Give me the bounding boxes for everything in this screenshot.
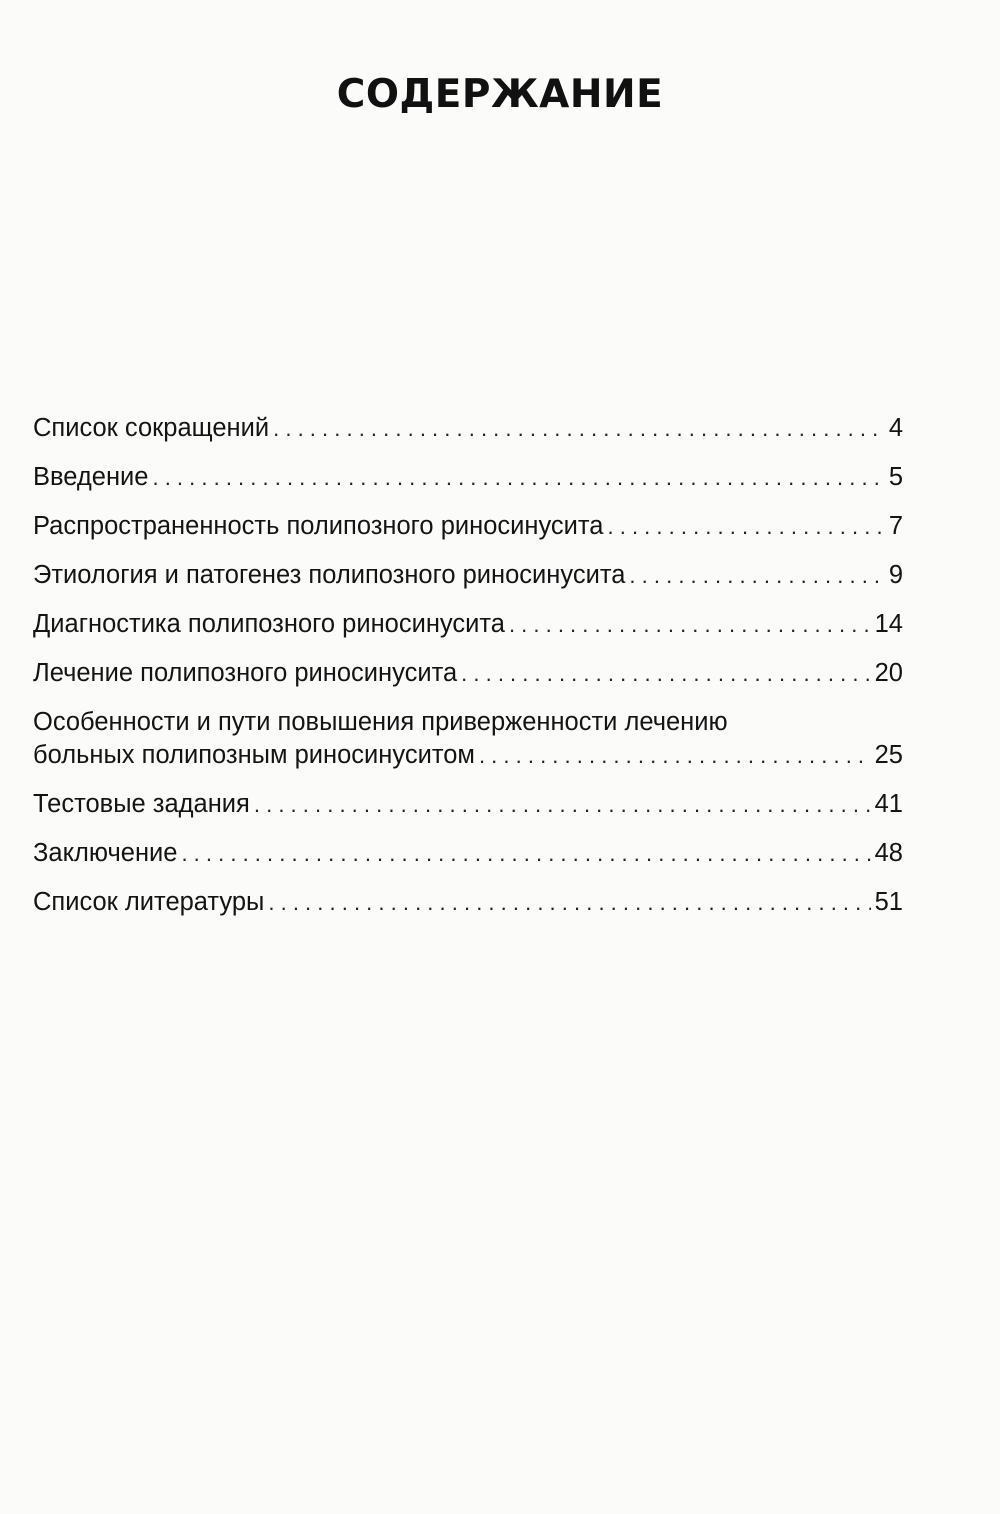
toc-page-number: 51 <box>874 888 903 916</box>
toc-entry-title: Список литературы <box>33 888 265 916</box>
toc-page-number: 25 <box>874 741 903 769</box>
toc-page-number: 4 <box>888 414 903 442</box>
toc-entry[interactable] <box>33 608 903 657</box>
toc-entry-title-line2: больных полипозным риносинуситом <box>33 741 475 769</box>
dot-leader <box>629 559 884 592</box>
toc-entry[interactable] <box>33 559 903 608</box>
dot-leader <box>181 837 870 870</box>
dot-leader <box>273 412 885 445</box>
toc-page-number: 14 <box>874 610 903 638</box>
toc-entry-title: Распространенность полипозного риносинусита <box>33 512 604 540</box>
dot-leader <box>254 788 871 821</box>
toc-page-number: 9 <box>888 561 903 589</box>
toc-entry-title: Диагностика полипозного риносинусита <box>33 610 505 638</box>
toc-entry[interactable] <box>33 657 903 706</box>
toc-entry-title: Лечение полипозного риносинусита <box>33 659 458 687</box>
dot-leader <box>509 608 871 641</box>
toc-entry-title: Этиология и патогенез полипозного риносинусита <box>33 561 626 589</box>
dot-leader <box>152 461 884 494</box>
table-of-contents <box>33 412 903 935</box>
dot-leader <box>461 657 870 690</box>
toc-entry-title: Заключение <box>33 839 178 867</box>
dot-leader <box>608 510 885 543</box>
toc-entry[interactable] <box>33 788 903 837</box>
toc-page-number: 20 <box>874 659 903 687</box>
toc-entry[interactable] <box>33 412 903 461</box>
dot-leader <box>268 886 870 919</box>
toc-page-number: 5 <box>888 463 903 491</box>
toc-entry[interactable] <box>33 510 903 559</box>
toc-entry-title: Список сокращений <box>33 414 270 442</box>
toc-entry-title: Введение <box>33 463 149 491</box>
toc-page-number: 7 <box>888 512 903 540</box>
toc-page-number: 41 <box>874 790 903 818</box>
toc-entry[interactable] <box>33 706 903 788</box>
toc-page-number: 48 <box>874 839 903 867</box>
toc-entry-title: Тестовые задания <box>33 790 250 818</box>
toc-entry-title-line1: Особенности и пути повышения приверженности лечению <box>33 708 728 736</box>
toc-entry[interactable] <box>33 461 903 510</box>
dot-leader <box>479 739 871 772</box>
toc-entry[interactable] <box>33 886 903 935</box>
toc-entry[interactable] <box>33 837 903 886</box>
page-title: СОДЕРЖАНИЕ <box>336 72 664 117</box>
